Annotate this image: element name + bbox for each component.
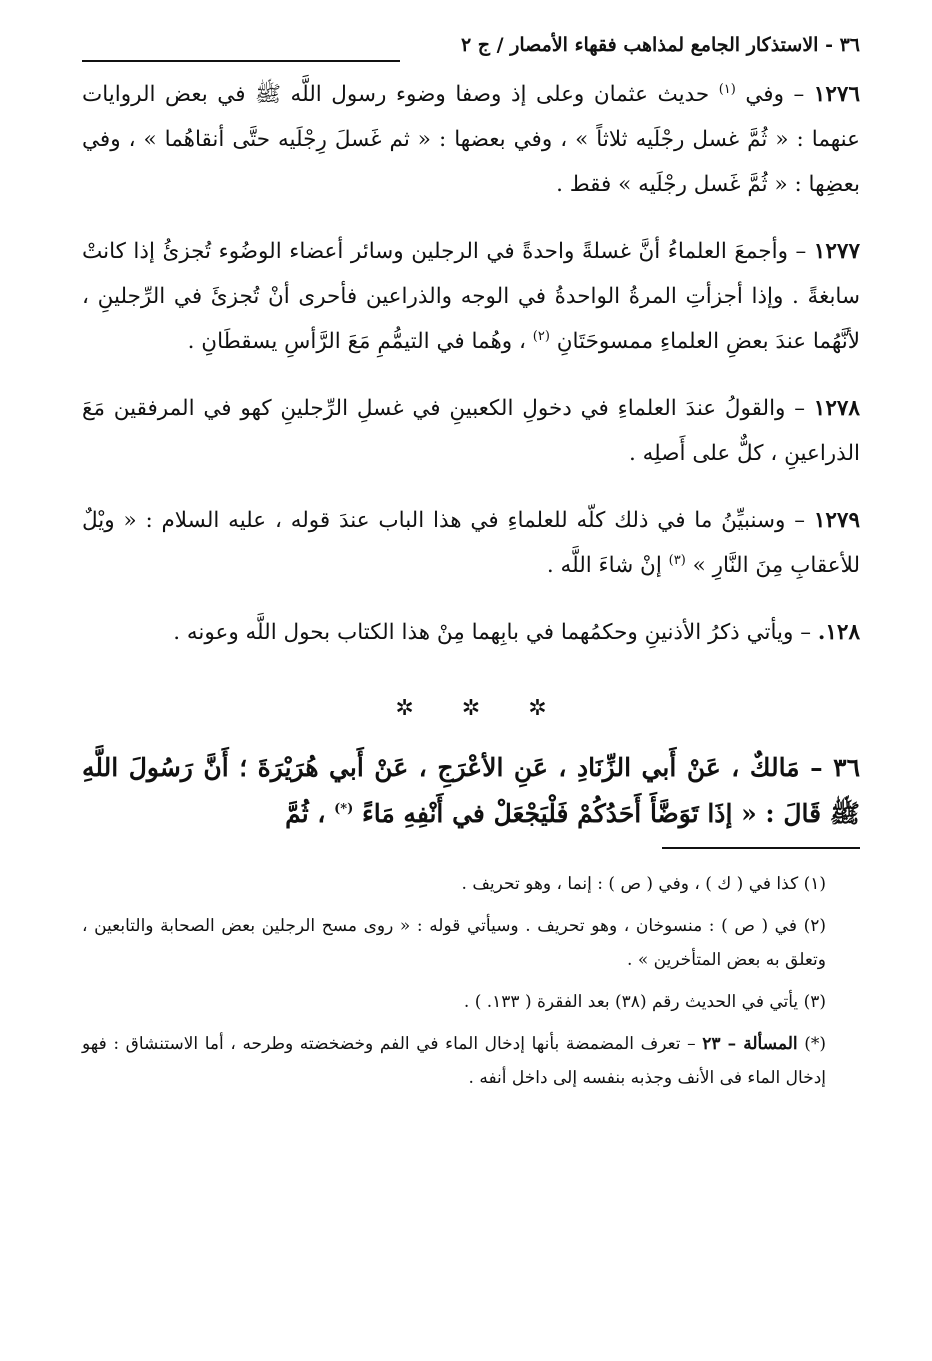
paragraph-text: – والقولُ عندَ العلماءِ في دخولِ الكعبينِ في غسلِ الرِّجلينِ كهو في المرفقين مَعَ الذراعينِ ، كلٌّ على أَصلِه . [82,396,860,466]
footnote-text: في ( ص ) : منسوخان ، وهو تحريف . وسيأتي قوله : « روى مسح الرجلين بعض الصحابة والتابعين ، وتعلق به بعض المتأخرين » . [82,916,826,970]
paragraph-text: – وسنبيِّنُ ما في ذلك كلّه للعلماءِ في هذا الباب عندَ قوله ، عليه السلام : « ويْلٌ للأعقابِ مِنَ النَّارِ » [82,508,860,578]
paragraph-text: إنْ شاءَ اللَّه . [546,553,669,578]
paragraph-1279 [82,498,860,588]
paragraph-text: حديث عثمان وعلى إذ وصفا وضوء رسول اللَّه ﷺ في بعض الروايات عنهما : « ثُمَّ غسل رجْلَيه ثلاثاً » ، وفي بعضها : « ثم غَسلَ رِجْلَيه حتَّى أنقاهُما » ، وفي بعضِها : « ثُمَّ غَسل رجْلَيه » فقط . [82,82,860,197]
hadith-36 [82,745,860,837]
footnote-ref[interactable]: (٣) [668,552,686,568]
header-rule [82,60,400,62]
footnote-label: (*) [804,1034,826,1054]
paragraph-number: ١٢٧٦ [813,82,860,107]
footnote-ref[interactable]: (*) [334,801,354,817]
paragraph-text: – ويأتي ذكرُ الأذنينِ وحكمُهما في بابِهما مِنْ هذا الكتاب بحول اللَّه وعونه . [173,620,811,645]
footnote-ref[interactable]: (١) [718,81,736,97]
paragraph-number: ١٢٨. [817,620,860,645]
footnote-rule [662,847,860,849]
footnote-text: كذا في ( ك ) ، وفي ( ص ) : إنما ، وهو تحريف . [461,874,799,894]
footnote-1 [82,867,860,901]
paragraph-text: – وأجمعَ العلماءُ أنَّ غسلةً واحدةً في الرجلين وسائر أعضاء الوضُوء تُجزئُ إذا كانتْ سابغةً . وإذا أجزأتِ المرةُ الواحدةُ في الوجه والذراعين فأحرى أنْ تُجزئَ في الرِّجلينِ ، لأنَّهُما عندَ بعضِ العلماءِ ممسوحَتَانِ [82,239,860,354]
paragraph-1278 [82,386,860,476]
footnote-text: يأتي في الحديث رقم (٣٨) بعد الفقرة ( ١٣٣. ) . [463,992,799,1012]
footnote-text: – تعرف المضمضة بأنها إدخال الماء في الفم وخضخضته وطرحه ، أما الاستنشاق : فهو إدخال الماء فى الأنف وجذبه بنفسه إلى داخل أنفه . [82,1034,826,1088]
paragraph-number: ١٢٧٨ [813,396,860,421]
paragraph-1276 [82,72,860,207]
footnote-label: (٣) [803,992,826,1012]
footnote-label: (١) [803,874,826,894]
paragraph-number: ١٢٧٧ [813,239,860,264]
star-icon: ✲ [395,695,414,721]
star-icon: ✲ [528,695,547,721]
footnote-star [82,1027,860,1095]
hadith-number: ٣٦ [833,753,860,782]
footnote-label: (٢) [803,916,826,936]
paragraph-number: ١٢٧٩ [813,508,861,533]
hadith-text: – مَالكٌ ، عَنْ أَبي الزِّنَادِ ، عَنِ الأعْرَجِ ، عَنْ أَبي هُرَيْرَةَ ؛ أَنَّ رَسُولَ اللَّهِ ﷺ قَالَ : « إذَا تَوَضَّأَ أَحَدُكُمْ فَلْيَجْعَلْ في أَنْفِهِ مَاءً [82,753,860,828]
footnote-3 [82,985,860,1019]
hadith-text: ، ثُمَّ [285,799,335,828]
paragraph-1277 [82,229,860,364]
footnote-heading: المسألة – ٢٣ [702,1034,798,1054]
star-icon: ✲ [461,695,481,721]
footnote-ref[interactable]: (٢) [532,328,550,344]
header-title: ٣٦ - الاستذكار الجامع لمذاهب فقهاء الأمصار / ج ٢ [460,34,860,56]
page [82,30,860,1330]
paragraph-text: ، وهُما في التيمُّمِ مَعَ الرَّأسِ يسقطَانِ . [187,329,533,354]
paragraph-1280 [82,610,860,655]
section-separator [82,677,860,739]
paragraph-text: – وفي [735,82,805,107]
footnote-2 [82,909,860,977]
running-header [82,30,860,72]
